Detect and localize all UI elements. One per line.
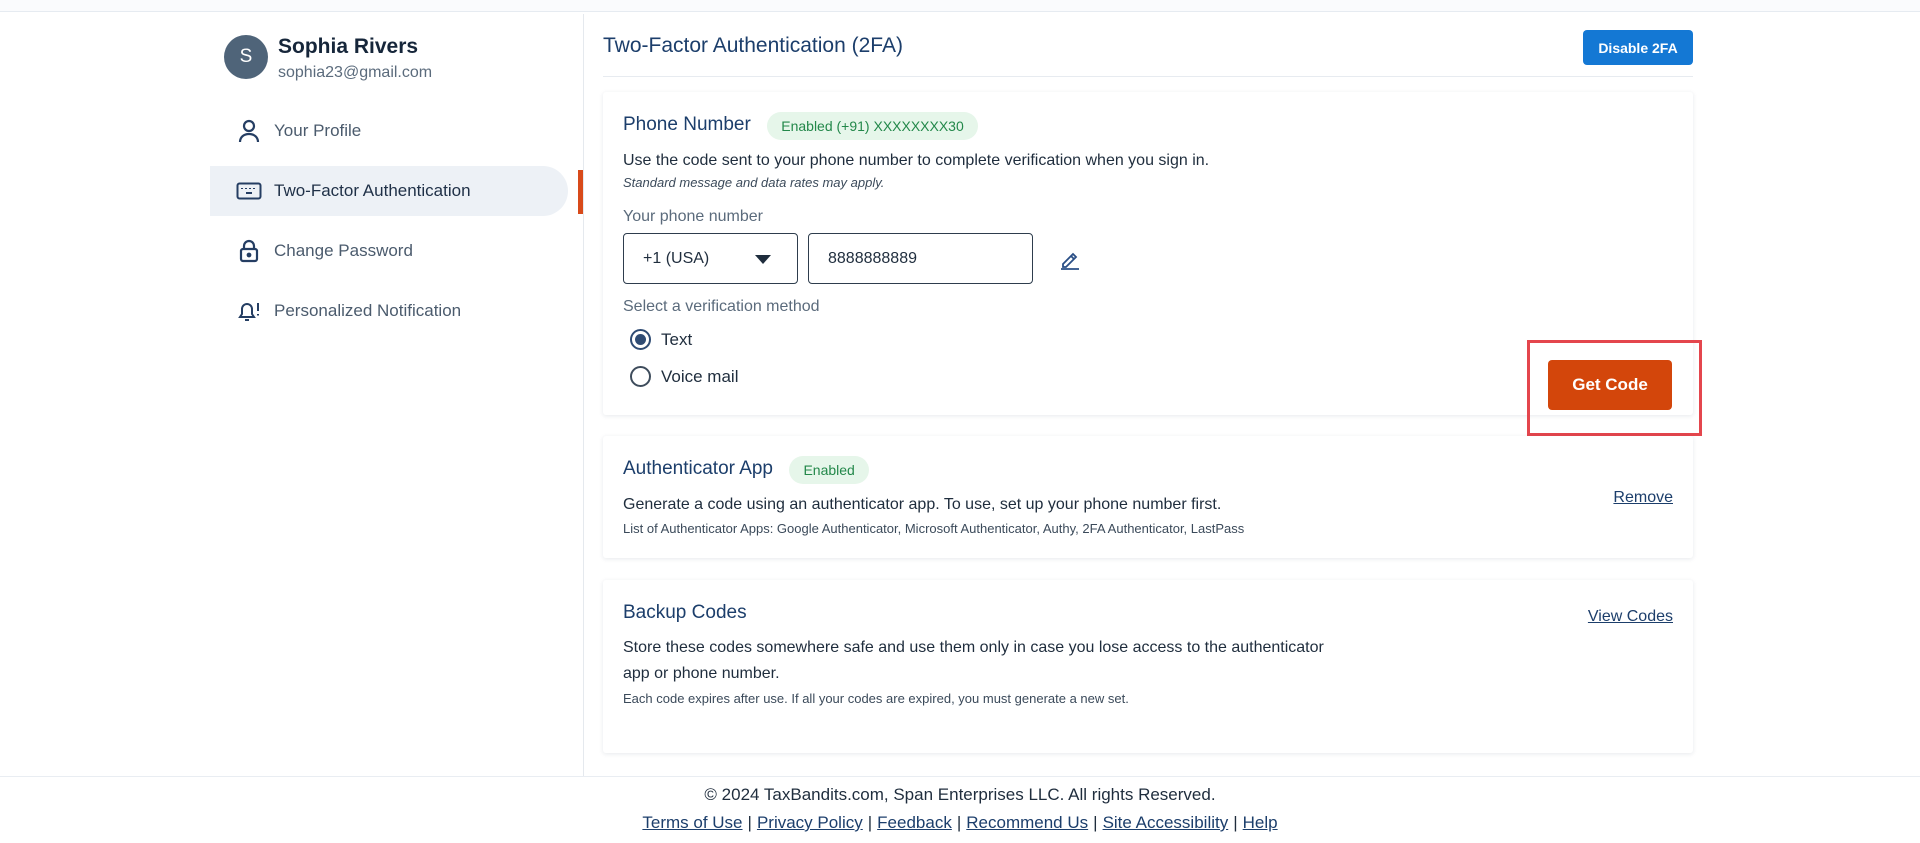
country-code-value: +1 (USA)	[643, 249, 710, 267]
remove-link[interactable]: Remove	[1613, 489, 1673, 506]
authenticator-apps-note: List of Authenticator Apps: Google Authenticator, Microsoft Authenticator, Authy, 2FA Authenticator, LastPass	[623, 521, 1245, 536]
bell-alert-icon	[236, 298, 262, 324]
phone-number-card	[603, 92, 1693, 415]
sidebar-item-label: Your Profile	[274, 121, 362, 140]
sidebar-item-two-factor-authentication[interactable]	[210, 166, 568, 216]
keypad-icon	[236, 178, 262, 204]
phone-description: Use the code sent to your phone number to complete verification when you sign in.	[623, 152, 1210, 169]
verification-method-label: Select a verification method	[623, 298, 820, 315]
lock-icon	[236, 238, 262, 264]
caret-down-icon	[755, 255, 771, 264]
authenticator-app-card	[603, 436, 1693, 558]
edit-pencil-icon[interactable]	[1059, 249, 1081, 271]
main-content	[603, 14, 1693, 706]
radio-option-text[interactable]	[630, 329, 692, 350]
user-name: Sophia Rivers	[278, 35, 419, 58]
authenticator-card-title: Authenticator App	[623, 458, 773, 480]
sidebar-nav	[210, 106, 584, 346]
footer	[0, 776, 1920, 843]
radio-label: Text	[661, 329, 693, 349]
backup-note: Each code expires after use. If all your codes are expired, you must generate a new set.	[623, 691, 1129, 706]
status-badge: Enabled (+91) XXXXXXXX30	[767, 112, 978, 140]
copyright: © 2024 TaxBandits.com, Span Enterprises LLC. All rights Reserved.	[704, 785, 1216, 804]
user-card	[224, 34, 432, 82]
country-code-select[interactable]	[623, 233, 798, 284]
radio-option-voice-mail[interactable]	[630, 366, 738, 387]
sidebar-item-your-profile[interactable]	[210, 106, 584, 156]
footer-link-feedback[interactable]: Feedback	[877, 813, 952, 832]
rates-note: Standard message and data rates may apply.	[623, 175, 885, 190]
footer-link-recommend[interactable]: Recommend Us	[966, 813, 1089, 832]
disable-2fa-button[interactable]: Disable 2FA	[1583, 30, 1693, 65]
top-bar	[0, 0, 1920, 12]
footer-link-privacy[interactable]: Privacy Policy	[756, 813, 863, 832]
status-badge: Enabled	[789, 456, 868, 484]
phone-number-input[interactable]	[808, 233, 1033, 284]
backup-codes-card	[603, 580, 1693, 753]
view-codes-link[interactable]: View Codes	[1587, 608, 1673, 625]
backup-description-line2: app or phone number.	[623, 665, 780, 682]
get-code-button[interactable]: Get Code	[1548, 360, 1672, 410]
radio-button[interactable]	[630, 329, 651, 350]
active-indicator	[578, 170, 583, 214]
sidebar-item-change-password[interactable]	[210, 226, 584, 276]
radio-label: Voice mail	[661, 366, 739, 386]
backup-description-line1: Store these codes somewhere safe and use them only in case you lose access to the authenticator	[623, 639, 1324, 656]
footer-links: Terms of Use | Privacy Policy | Feedback | Recommend Us | Site Accessibility | Help	[642, 813, 1278, 832]
phone-field-label: Your phone number	[623, 208, 763, 225]
sidebar-item-label: Change Password	[274, 241, 413, 260]
sidebar	[210, 14, 584, 776]
authenticator-description: Generate a code using an authenticator app. To use, set up your phone number first.	[623, 496, 1222, 513]
sidebar-item-label: Personalized Notification	[274, 301, 462, 320]
user-email: sophia23@gmail.com	[278, 64, 433, 81]
avatar: S	[224, 35, 268, 79]
footer-link-help[interactable]: Help	[1242, 813, 1278, 832]
user-icon	[236, 118, 262, 144]
page-header	[603, 14, 1693, 77]
footer-link-terms[interactable]: Terms of Use	[642, 813, 743, 832]
backup-card-title: Backup Codes	[623, 602, 747, 623]
page-title: Two-Factor Authentication (2FA)	[603, 34, 903, 57]
phone-card-title: Phone Number	[623, 114, 751, 136]
radio-button[interactable]	[630, 366, 651, 387]
sidebar-item-label: Two-Factor Authentication	[274, 181, 471, 200]
footer-link-accessibility[interactable]: Site Accessibility	[1102, 813, 1229, 832]
sidebar-item-personalized-notification[interactable]	[210, 286, 584, 336]
